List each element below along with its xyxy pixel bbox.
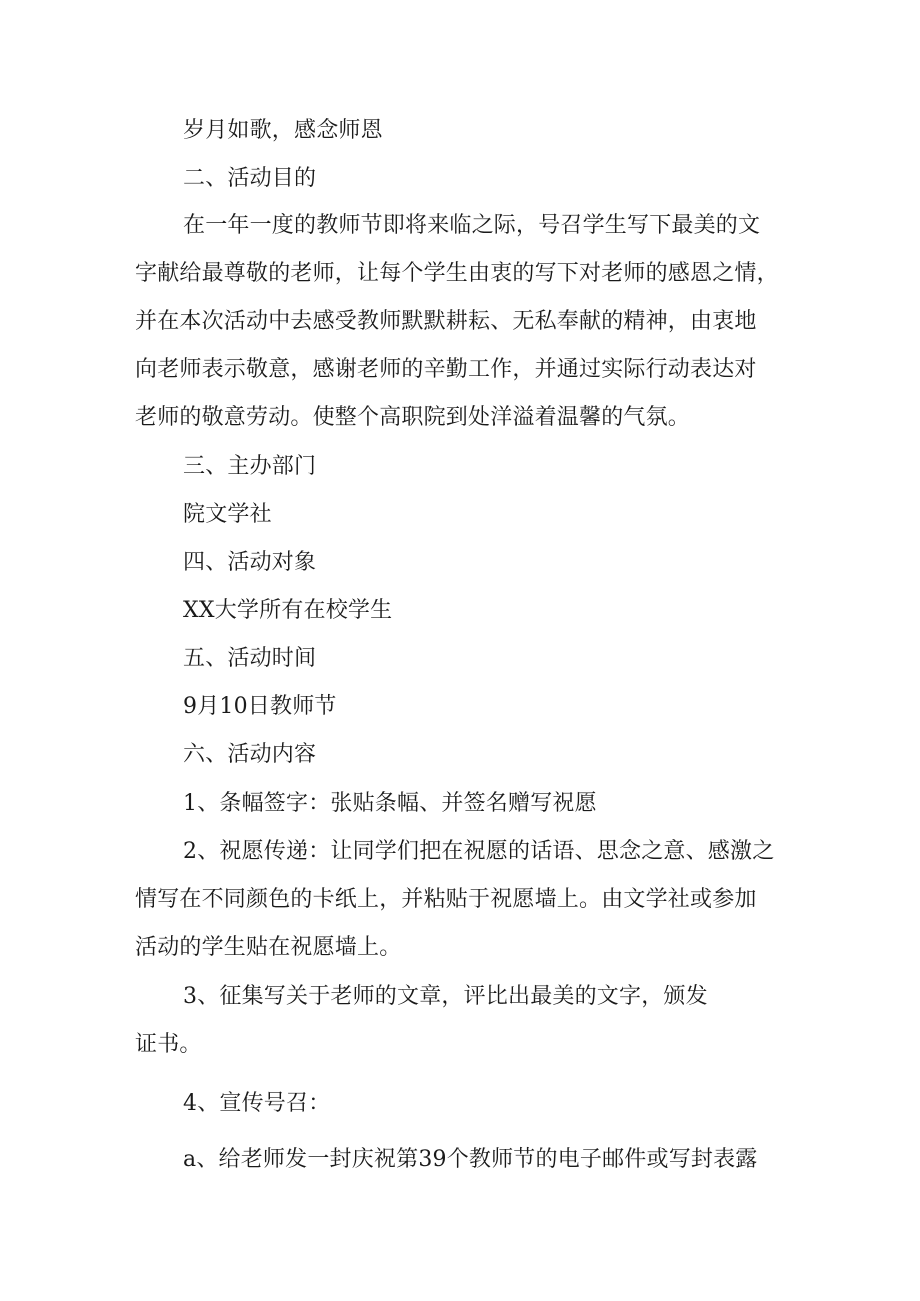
text-line: 活动的学生贴在祝愿墙上。 <box>135 935 402 960</box>
section-heading: 五、活动时间 <box>183 646 317 671</box>
text-line: 院文学社 <box>183 502 272 527</box>
text-line: 并在本次活动中去感受教师默默耕耘、无私奉献的精神，由衷地 <box>135 309 757 334</box>
section-heading: 六、活动内容 <box>183 742 317 767</box>
section-heading: 二、活动目的 <box>183 166 317 191</box>
text-line: 2、祝愿传递：让同学们把在祝愿的话语、思念之意、感激之 <box>183 839 775 864</box>
text-line: 9月10日教师节 <box>183 694 337 719</box>
text-line: 岁月如歌，感念师恩 <box>183 118 383 143</box>
text-line: 向老师表示敬意，感谢老师的辛勤工作，并通过实际行动表达对 <box>135 357 757 382</box>
text-line: 情写在不同颜色的卡纸上，并粘贴于祝愿墙上。由文学社或参加 <box>135 887 757 912</box>
section-heading: 四、活动对象 <box>183 550 317 575</box>
text-line: 证书。 <box>135 1032 202 1057</box>
text-line: 1、条幅签字：张贴条幅、并签名赠写祝愿 <box>183 791 597 816</box>
text-line: 在一年一度的教师节即将来临之际，号召学生写下最美的文 <box>183 213 761 238</box>
text-line: 老师的敬意劳动。使整个高职院到处洋溢着温馨的气氛。 <box>135 405 691 430</box>
text-line: 字献给最尊敬的老师，让每个学生由衷的写下对老师的感恩之情， <box>135 261 779 286</box>
text-line: XX大学所有在校学生 <box>183 598 393 623</box>
text-line: 3、征集写关于老师的文章，评比出最美的文字，颁发 <box>183 984 708 1009</box>
text-line: 4、宣传号召： <box>183 1091 331 1116</box>
text-line: a、给老师发一封庆祝第39个教师节的电子邮件或写封表露 <box>183 1147 758 1172</box>
section-heading: 三、主办部门 <box>183 454 317 479</box>
